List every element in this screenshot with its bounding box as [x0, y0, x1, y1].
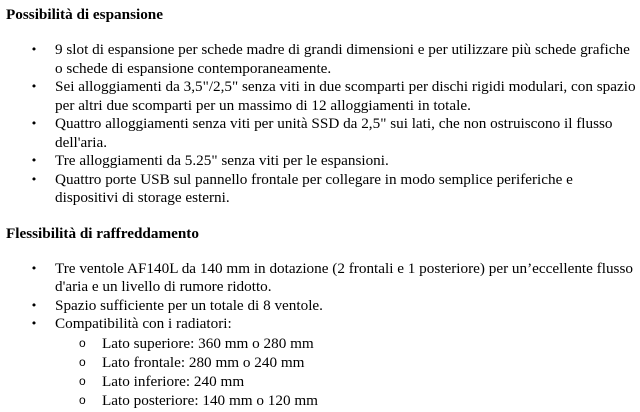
- bullet-icon: •: [30, 154, 38, 167]
- circle-bullet-icon: o: [79, 335, 86, 350]
- list-item-text: Sei alloggiamenti da 3,5"/2,5" senza viti in due scomparti per dischi rigidi modulari, con spazio per altri due scomparti per un massimo di 12 alloggiamenti in totale.: [55, 78, 636, 114]
- bullet-icon: •: [30, 80, 38, 93]
- expansion-list: [6, 41, 636, 208]
- list-item-text: 9 slot di espansione per schede madre di grandi dimensioni e per utilizzare più schede grafiche o schede di espansione contemporaneamente.: [55, 41, 630, 77]
- list-item-text: Quattro porte USB sul pannello frontale per collegare in modo semplice periferiche e dispositivi di storage esterni.: [55, 170, 573, 206]
- sublist-item-text: Lato superiore: 360 mm o 280 mm: [102, 334, 314, 352]
- bullet-icon: •: [30, 261, 38, 275]
- circle-bullet-icon: o: [79, 354, 86, 369]
- bullet-icon: •: [30, 117, 38, 130]
- list-item: [6, 171, 636, 208]
- sublist-item-text: Lato posteriore: 140 mm o 120 mm: [102, 391, 318, 409]
- document: [6, 5, 636, 410]
- list-item: [6, 297, 636, 316]
- list-item: [6, 152, 636, 171]
- list-item: [6, 78, 636, 115]
- sublist-item: [6, 372, 636, 391]
- sublist-item: [6, 334, 636, 353]
- circle-bullet-icon: o: [79, 373, 86, 388]
- section-title-cooling: Flessibilità di raffreddamento: [6, 224, 199, 242]
- list-item: [6, 115, 636, 152]
- sublist-item: [6, 353, 636, 372]
- list-item-text: Tre alloggiamenti da 5.25" senza viti per le espansioni.: [55, 152, 389, 169]
- list-item-text: Compatibilità con i radiatori:: [55, 315, 232, 332]
- bullet-icon: •: [30, 317, 38, 330]
- list-item-text: Tre ventole AF140L da 140 mm in dotazione (2 frontali e 1 posteriore) per un’eccellente flusso d'aria e un livello di rumore ridotto.: [55, 259, 633, 295]
- bullet-icon: •: [30, 172, 38, 186]
- list-item: [6, 315, 636, 334]
- bullet-icon: •: [30, 298, 38, 312]
- sublist-item-text: Lato inferiore: 240 mm: [102, 372, 245, 390]
- radiator-sublist: [6, 334, 636, 410]
- list-item: [6, 260, 636, 297]
- sublist-item: [6, 391, 636, 410]
- list-item: [6, 41, 636, 78]
- bullet-icon: •: [30, 43, 38, 56]
- circle-bullet-icon: o: [79, 392, 86, 407]
- section-spacer: [6, 208, 636, 224]
- list-item-text: Spazio sufficiente per un totale di 8 ventole.: [55, 296, 323, 314]
- list-item-text: Quattro alloggiamenti senza viti per unità SSD da 2,5" sui lati, che non ostruiscono il flusso dell'aria.: [55, 115, 613, 151]
- cooling-list: [6, 260, 636, 334]
- sublist-item-text: Lato frontale: 280 mm o 240 mm: [102, 353, 305, 371]
- section-title-expansion: Possibilità di espansione: [6, 6, 163, 23]
